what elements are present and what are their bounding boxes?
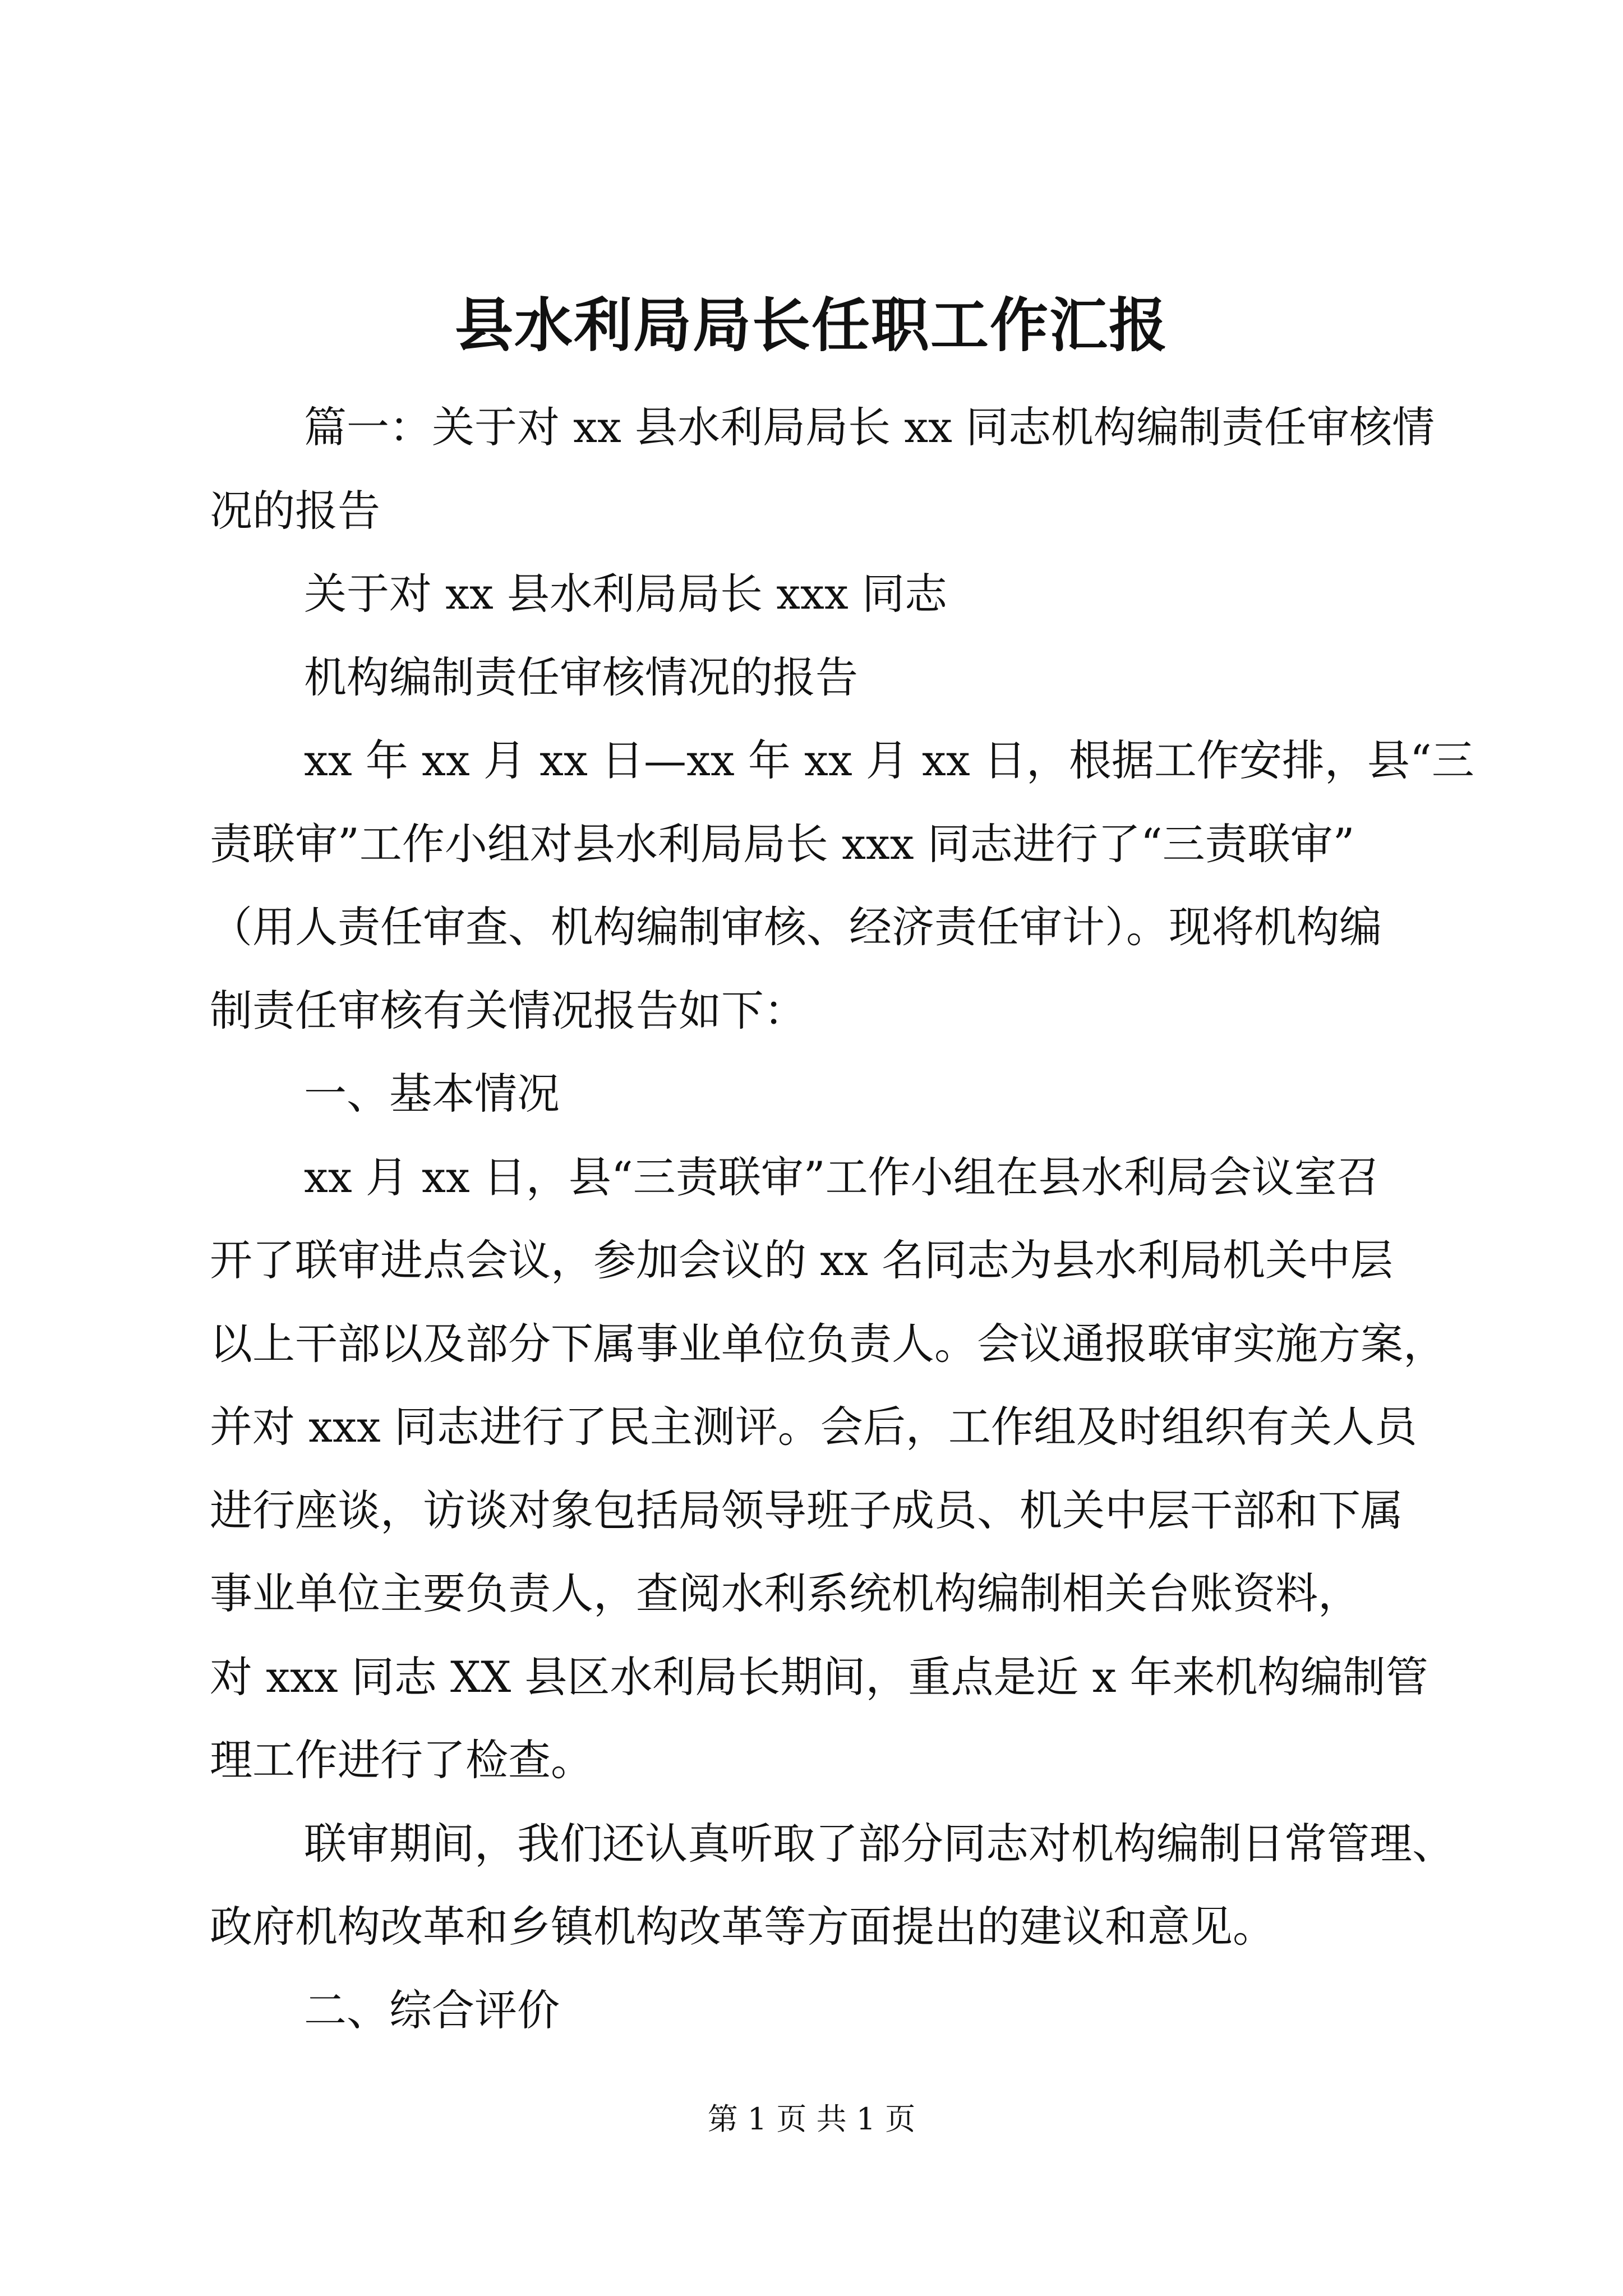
paragraph-line: 进行座谈，访谈对象包括局领导班子成员、机关中层干部和下属 bbox=[210, 1485, 1403, 1535]
paragraph-line: 事业单位主要负责人，查阅水利系统机构编制相关台账资料， bbox=[210, 1568, 1361, 1618]
paragraph-line: 关于对 xx 县水利局局长 xxx 同志 bbox=[304, 569, 947, 619]
paragraph-line: xx 年 xx 月 xx 日—xx 年 xx 月 xx 日，根据工作安排，县“三 bbox=[304, 735, 1474, 785]
paragraph-line: 并对 xxx 同志进行了民主测评。会后，工作组及时组织有关人员 bbox=[210, 1402, 1417, 1452]
paragraph-line: 制责任审核有关情况报告如下： bbox=[210, 985, 806, 1036]
paragraph-line: 以上干部以及部分下属事业单位负责人。会议通报联审实施方案， bbox=[210, 1318, 1446, 1369]
section-heading: 一、基本情况 bbox=[304, 1069, 560, 1119]
paragraph-line: 篇一：关于对 xx 县水利局局长 xx 同志机构编制责任审核情 bbox=[304, 402, 1435, 452]
paragraph-line: 对 xxx 同志 XX 县区水利局长期间，重点是近 x 年来机构编制管 bbox=[210, 1651, 1428, 1702]
paragraph-line: 开了联审进点会议，参加会议的 xx 名同志为县水利局机关中层 bbox=[210, 1235, 1394, 1285]
paragraph-line: 政府机构改革和乡镇机构改革等方面提出的建议和意见。 bbox=[210, 1902, 1275, 1952]
paragraph-line: 况的报告 bbox=[210, 485, 380, 536]
paragraph-line: xx 月 xx 日，县“三责联审”工作小组在县水利局会议室召 bbox=[304, 1152, 1380, 1202]
paragraph-line: 联审期间，我们还认真听取了部分同志对机构编制日常管理、 bbox=[304, 1818, 1455, 1869]
section-heading: 二、综合评价 bbox=[304, 1985, 560, 2035]
document-body bbox=[210, 386, 1474, 2052]
paragraph-line: 理工作进行了检查。 bbox=[210, 1735, 593, 1785]
paragraph-line: 责联审”工作小组对县水利局局长 xxx 同志进行了“三责联审” bbox=[210, 818, 1355, 869]
page-footer: 第 1 页 共 1 页 bbox=[707, 2101, 916, 2137]
document-title: 县水利局局长任职工作汇报 bbox=[454, 291, 1168, 360]
paragraph-line: 机构编制责任审核情况的报告 bbox=[304, 652, 858, 702]
paragraph-line: （用人责任审查、机构编制审核、经济责任审计）。现将机构编 bbox=[210, 902, 1382, 952]
